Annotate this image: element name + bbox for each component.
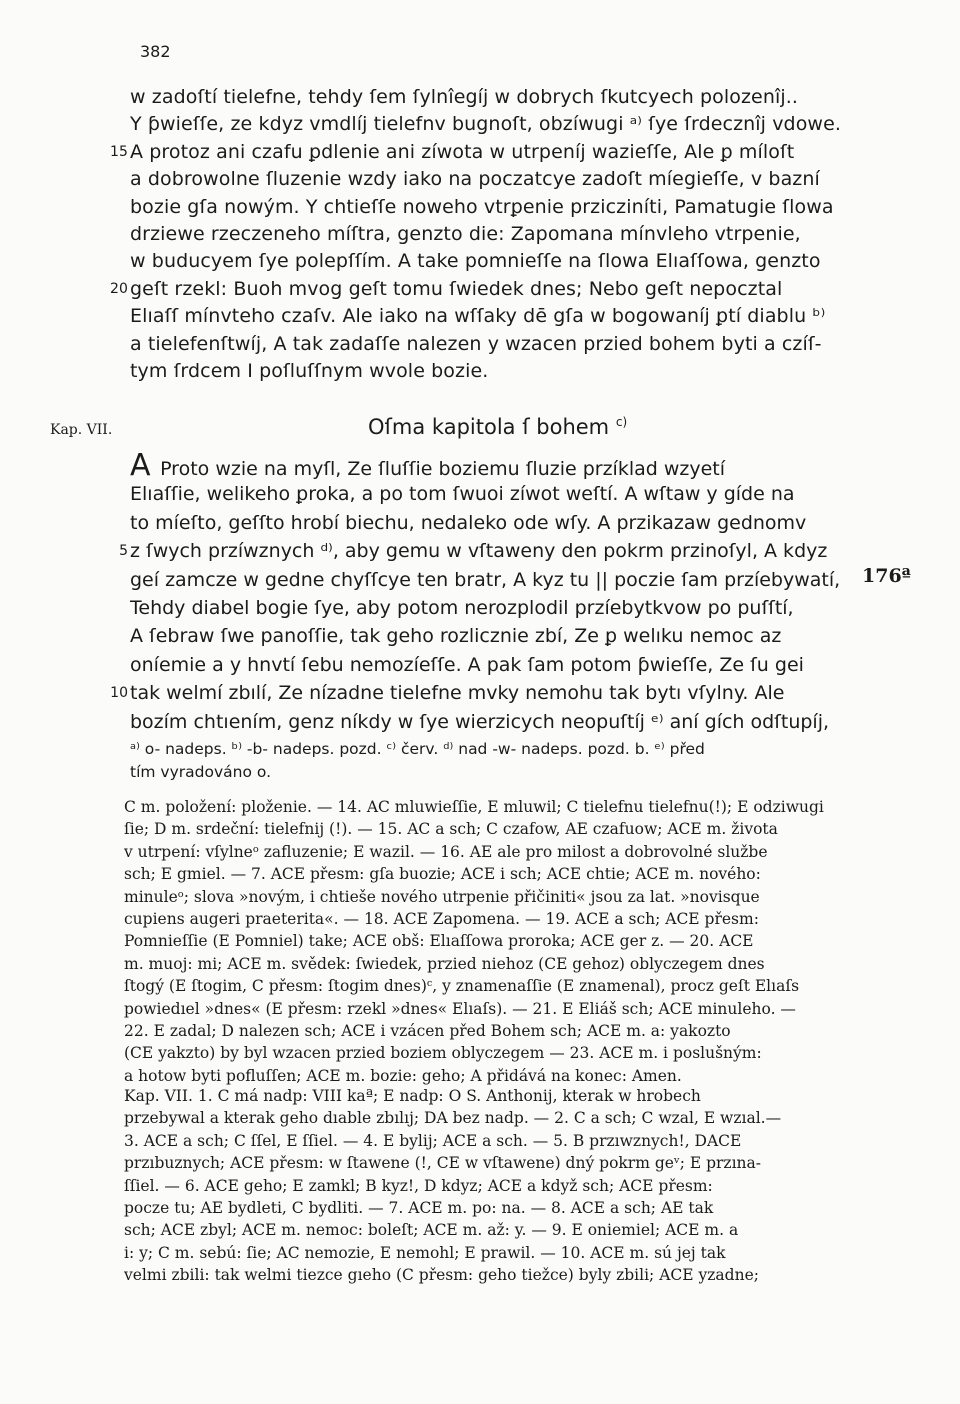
line-text: geſt rzekl: Buoh mvog geſt tomu ſwiedek dnes; Nebo geſt nepocztal (130, 277, 783, 300)
line-text: w buducyem ſye polepſſím. A take pomnieſſe na ſlowa Elıaſſowa, genzto (130, 250, 821, 273)
apparatus-line: Kap. VII. 1. C má nadp: VIII kaª; E nadp: O S. Anthonij, kterak w hrobech (124, 1087, 701, 1105)
chapter-line (120, 566, 860, 594)
chapter-line (120, 480, 860, 508)
line-text: z ſwych przíwznych ᵈ⁾, aby gemu w vſtaweny den pokrm przinoſyl, A kdyz (130, 540, 828, 563)
apparatus-line: sch; ACE zbyl; ACE m. nemoc: boleſt; ACE m. až: y. — 9. E oniemiel; ACE m. a (124, 1221, 739, 1240)
apparatus-line: 3. ACE a sch; C ſſel, E ſſiel. — 4. E bylij; ACE a sch. — 5. B przıwznych!, DACE (124, 1131, 742, 1150)
line-text (130, 448, 726, 483)
drop-cap: A (130, 448, 161, 483)
chapter-line (120, 448, 860, 483)
main-line (120, 194, 860, 221)
line-text: a tielefenſtwíj, A tak zadaſſe nalezen y wzacen przied bohem byti a czíſ- (130, 332, 822, 355)
apparatus-line: a hotow byti pofluſſen; ACE m. bozie: geho; A přidává na konec: Amen. (124, 1066, 682, 1085)
apparatus-line: 22. E zadal; D nalezen sch; ACE i vzácen před Bohem sch; ACE m. a: yakozto (124, 1021, 731, 1040)
line-text: w zadoſtí tielefne, tehdy ſem ſylnîegíj w dobrych ſkutcyech polozenîj.. (130, 86, 798, 108)
apparatus-line: m. muoj: mi; ACE m. svědek: ſwiedek, przied niehoz (CE gehoz) oblyczegem dnes (124, 954, 765, 973)
line-number: 10 (110, 685, 128, 702)
line-number: 5 (119, 543, 128, 560)
apparatus-line: ſtogý (E ſtogim, C přesm: ſtogim dnes)ᶜ, y znamenaſſie (E znamenal), procz geſt Elıaſs (124, 977, 800, 996)
chapter-line (120, 509, 860, 537)
chapter-heading (368, 415, 627, 439)
line-text: drziewe rzeczeneho míſtra, genzto die: Zapomana mínvleho vtrpenie, (130, 222, 801, 245)
line-text: bozím chtıením, genz níkdy w ſye wierzicych neopuſtíj ᵉ⁾ aní gích odſtupíj, (130, 710, 830, 733)
line-number: 15 (109, 143, 128, 160)
main-line (120, 111, 860, 138)
footnote-line: ᵃ⁾ o- nadeps. ᵇ⁾ -b- nadeps. pozd. ᶜ⁾ červ. ᵈ⁾ nad -w- nadeps. pozd. b. ᵉ⁾ před (130, 740, 705, 758)
main-line (120, 166, 860, 193)
apparatus-line: velmi zbili: tak welmi tiezce gıeho (C přesm: geho tiežce) byly zbili; ACE yzadne; (124, 1266, 759, 1285)
main-line (120, 84, 860, 111)
line-text: Elıaſſie, welikeho ꝑroka, a po tom ſwuoi zíwot weſtí. A wſtaw y gíde na (130, 483, 795, 506)
main-line (120, 221, 860, 248)
main-line (120, 331, 860, 358)
line-text: Tehdy diabel bogie ſye, aby potom nerozplodil przíebytkvow po puſſtí, (130, 596, 794, 619)
apparatus-line: powiedıel »dnes« (E přesm: rzekl »dnes« Elıaſs). — 21. E Eliáš sch; ACE minuleho. — (124, 999, 796, 1018)
line-text: A ſebraw ſwe panoſſie, tak geho rozlicznie zbí, Ze ꝑ welıku nemoc az (130, 625, 782, 648)
chapter-line (120, 622, 860, 650)
chapter-text-block (110, 448, 860, 736)
line-text: Y ƥwieſſe, ze kdyz vmdlíj tielefnv bugnoſt, obzíwugi ᵃ⁾ ſye ſrdecznîj vdowe. (130, 113, 841, 136)
line-text: tym ſrdcem I poſluſſnym wvole bozie. (130, 359, 489, 382)
line-text: geí zamcze w gedne chyſſcye ten bratr, A kyz tu || poczie ſam przíebywatí, (130, 568, 841, 591)
apparatus-line: ſſiel. — 6. ACE geho; E zamkl; B kyz!, D kdyz; ACE a když sch; ACE přesm: (124, 1176, 713, 1195)
line-text: bozie gſa nowým. Y chtieſſe noweho vtrꝑenie przicziníti, Pamatugie ſlowa (130, 195, 834, 218)
main-line (120, 303, 860, 330)
margin-folio-note: 176ª (862, 565, 911, 587)
apparatus-line: przıbuznych; ACE přesm: w ſtawene (!, CE w vſtawene) dný pokrm geᵛ; E przına- (124, 1154, 762, 1173)
apparatus-block-2 (120, 1085, 860, 1287)
chapter-line (110, 679, 860, 707)
apparatus-line: ſie; D m. srdeční: tielefnij (!). — 15. AC a sch; C czafow, AE czafuow; ACE m. života (124, 820, 778, 839)
apparatus-block-1 (120, 796, 860, 1087)
page-number: 382 (140, 42, 171, 61)
chapter-label: Kap. VII. (50, 422, 113, 438)
chapter-heading-note: c) (615, 415, 628, 429)
chapter-line (120, 708, 860, 736)
chapter-heading-text: Oſma kapitola ſ bohem (368, 415, 610, 439)
apparatus-line: v utrpení: vſylneᵒ zafluzenie; E wazil. — 16. AE ale pro milost a dobrovolné službe (124, 842, 768, 861)
line-text-rest: Proto wzie na myſl, Ze ſluſſie boziemu ſluzie przíklad wzyetí (160, 458, 726, 480)
line-text: to míeſto, geſſto hrobí biechu, nedaleko ode wſy. A przikazaw gednomv (130, 511, 807, 534)
chapter-line (120, 594, 860, 622)
line-text: Elıaſſ mínvteho czaſv. Ale iako na wſſaky dē gſa w bogowaníj ꝑtí diablu ᵇ⁾ (130, 305, 826, 328)
apparatus-line: minuleᵒ; slova »novým, i chtieše nového utrpenie přičiniti« jsou za lat. »novisque (124, 887, 760, 906)
apparatus-line: pocze tu; AE bydleti, C bydliti. — 7. ACE m. po: na. — 8. ACE a sch; AE tak (124, 1198, 714, 1217)
main-line (109, 139, 860, 166)
apparatus-line: i: y; C m. sebú: ſie; AC nemozie, E nemohl; E prawil. — 10. ACE m. sú jej tak (124, 1243, 726, 1262)
main-line (109, 276, 860, 303)
apparatus-line: C m. položení: ploženie. — 14. AC mluwieſſie, E mluwil; C tielefnu tielefnu(!); E odziwugi (124, 798, 824, 816)
apparatus-line: przebywal a kterak geho dıable zbılıj; DA bez nadp. — 2. C a sch; C wzal, E wzıal.— (124, 1109, 782, 1128)
apparatus-line: cupiens augeri praeterita«. — 18. ACE Zapomena. — 19. ACE a sch; ACE přesm: (124, 909, 759, 928)
apparatus-line: Pomnieſſie (E Pomniel) take; ACE obš: Elıaſſowa proroka; ACE ger z. — 20. ACE (124, 932, 754, 951)
footnote-line: tím vyradováno o. (130, 763, 271, 781)
main-line (120, 358, 860, 385)
chapter-line (120, 651, 860, 679)
apparatus-line: sch; E gmiel. — 7. ACE přesm: gſa buozie; ACE i sch; ACE chtie; ACE m. nového: (124, 865, 761, 884)
main-line (120, 248, 860, 275)
line-number: 20 (109, 280, 128, 297)
footnotes (130, 738, 860, 784)
line-text: a dobrowolne ſluzenie wzdy iako na poczatcye zadoſt míegieſſe, v bazní (130, 168, 820, 191)
main-text-block (109, 84, 860, 385)
line-text: A protoz ani czafu ꝑdlenie ani zíwota w utrpeníj wazieſſe, Ale ꝑ míloſt (130, 140, 795, 163)
line-text: oníemie a y hnvtí ſebu nemozíeſſe. A pak ſam potom ƥwieſſe, Ze ſu gei (130, 653, 804, 676)
apparatus-line: (CE yakzto) by byl wzacen przied boziem oblyczegem — 23. ACE m. i poslušným: (124, 1044, 762, 1063)
line-text: tak welmí zbılí, Ze nízadne tielefne mvky nemohu tak bytı vſylny. Ale (130, 682, 785, 705)
chapter-line (120, 537, 860, 565)
